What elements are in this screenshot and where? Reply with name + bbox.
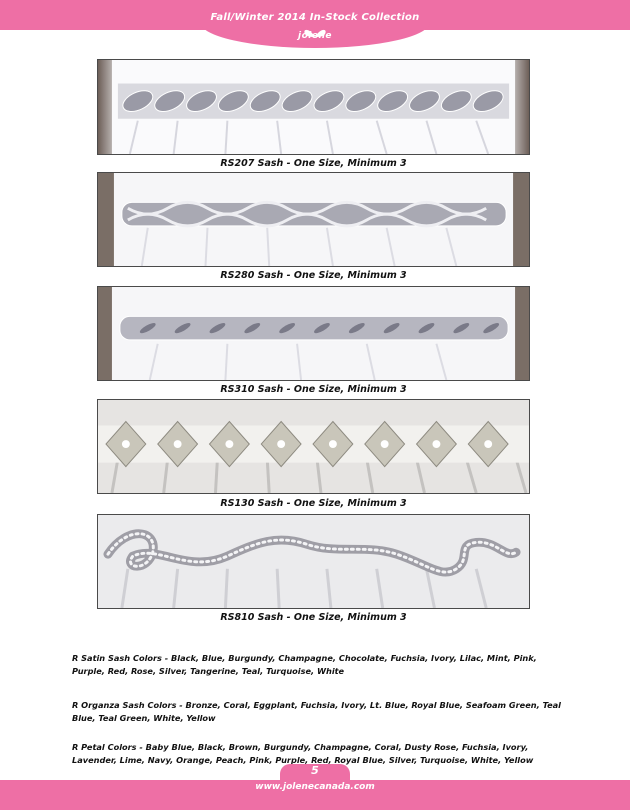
page-number: 5 [311, 764, 319, 777]
website-link[interactable]: www.jolenecanada.com [255, 782, 375, 792]
collection-title: Fall/Winter 2014 In-Stock Collection [210, 12, 420, 23]
satin-sash-colors: R Satin Sash Colors - Black, Blue, Burgundy, Champagne, Chocolate, Fuchsia, Ivory, Lilac, Mint, Pink, Purple, Red, Rose, Silver, Tangerine, Teal, Turquoise, White [72, 653, 537, 676]
brand-logo [288, 23, 342, 45]
organza-sash-colors: R Organza Sash Colors - Bronze, Coral, Eggplant, Fuchsia, Ivory, Lt. Blue, Royal Blue, Seafoam Green, Teal Blue, Teal Green, White, Yellow [72, 700, 561, 723]
product-caption: RS310 Sash - One Size, Minimum 3 [220, 384, 407, 395]
product-photo-rs130 [97, 399, 530, 494]
product-caption: RS280 Sash - One Size, Minimum 3 [220, 270, 407, 281]
product-photo-rs310 [97, 286, 530, 381]
logo-wordmark: jolene [298, 31, 332, 41]
product-caption: RS130 Sash - One Size, Minimum 3 [220, 498, 407, 509]
product-photo-rs280 [97, 172, 530, 267]
petal-colors: R Petal Colors - Baby Blue, Black, Brown, Burgundy, Champagne, Coral, Dusty Rose, Fuchsia, Ivory, Lavender, Lime, Navy, Orange, Peach, Pink, Purple, Red, Royal Blue, Silver, Turquoise, White, Yellow [72, 742, 534, 765]
product-photo-rs810 [97, 514, 530, 609]
product-photo-rs207 [97, 59, 530, 155]
product-caption: RS810 Sash - One Size, Minimum 3 [220, 612, 407, 623]
product-caption: RS207 Sash - One Size, Minimum 3 [220, 158, 407, 169]
